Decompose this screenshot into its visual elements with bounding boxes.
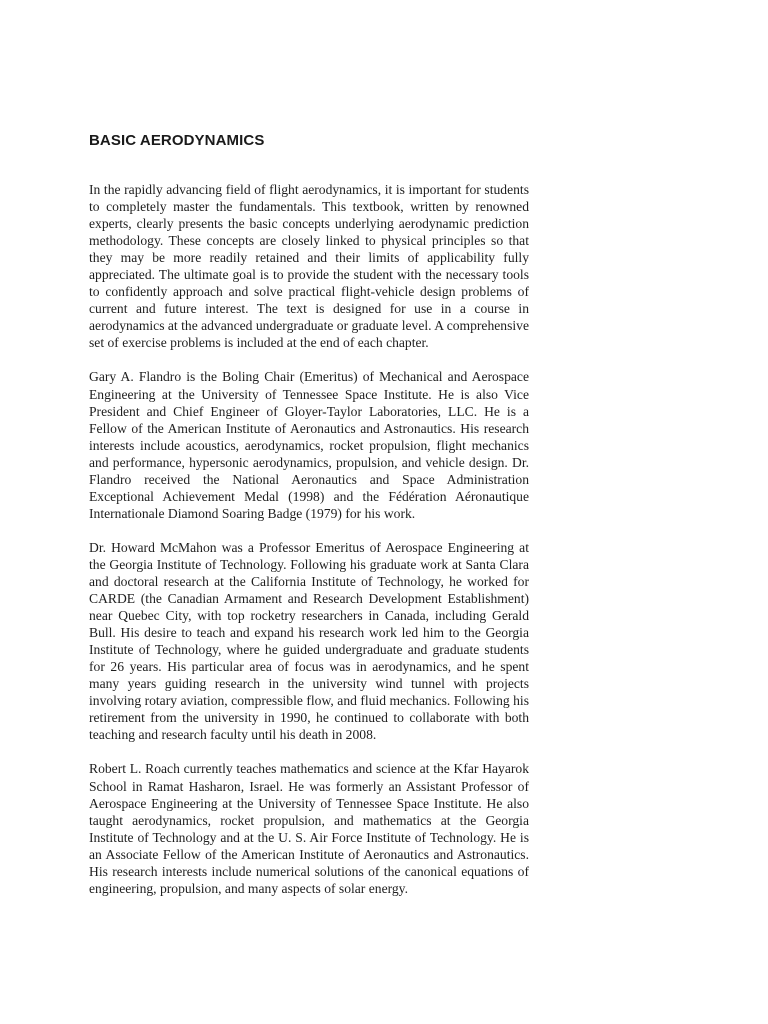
back-cover-text: [89, 131, 529, 914]
book-description: In the rapidly advancing field of flight aerodynamics, it is important for students to completely master the fundamentals. This textbook, written by renowned experts, clearly presents the basic concepts underlying aerodynamic prediction methodology. These concepts are closely linked to physical principles so that they may be more readily retained and their limits of applicability fully appreciated. The ultimate goal is to provide the student with the necessary tools to confidently approach and solve practical flight-vehicle design problems of current and future interest. The text is designed for use in a course in aerodynamics at the advanced undergraduate or graduate level. A comprehensive set of exercise problems is included at the end of each chapter.: [89, 182, 529, 351]
author-bio-mcmahon: Dr. Howard McMahon was a Professor Emeritus of Aerospace Engineering at the Georgia Institute of Technology. Following his graduate work at Santa Clara and doctoral research at the California Institute of Technology, he worked for CARDE (the Canadian Armament and Research Development Establishment) near Quebec City, with top rocketry researchers in Canada, including Gerald Bull. His desire to teach and expand his research work led him to the Georgia Institute of Technology, where he guided undergraduate and graduate students for 26 years. His particular area of focus was in aerodynamics, and he spent many years guiding research in the university wind tunnel with projects involving rotary aviation, compressible flow, and fluid mechanics. Following his retirement from the university in 1990, he continued to collaborate with both teaching and research faculty until his death in 2008.: [89, 539, 529, 743]
book-title: BASIC AERODYNAMICS: [89, 132, 265, 149]
author-bio-roach: Robert L. Roach currently teaches mathematics and science at the Kfar Hayarok School in Ramat Hasharon, Israel. He was formerly an Assistant Professor of Aerospace Engineering at the University of Tennessee Space Institute. He also taught aerodynamics, rocket propulsion, and mathematics at the Georgia Institute of Technology and at the U. S. Air Force Institute of Technology. He is an Associate Fellow of the American Institute of Aeronautics and Astronautics. His research interests include numerical solutions of the canonical equations of engineering, propulsion, and many aspects of solar energy.: [89, 761, 529, 896]
author-bio-flandro: Gary A. Flandro is the Boling Chair (Emeritus) of Mechanical and Aerospace Engineering at the University of Tennessee Space Institute. He is also Vice President and Chief Engineer of Gloyer-Taylor Laboratories, LLC. He is a Fellow of the American Institute of Aeronautics and Astronautics. His research interests include acoustics, aerodynamics, rocket propulsion, flight mechanics and performance, hypersonic aerodynamics, propulsion, and vehicle design. Dr. Flandro received the National Aeronautics and Space Administration Exceptional Achievement Medal (1998) and the Fédération Aéronautique Internationale Diamond Soaring Badge (1979) for his work.: [89, 369, 529, 521]
